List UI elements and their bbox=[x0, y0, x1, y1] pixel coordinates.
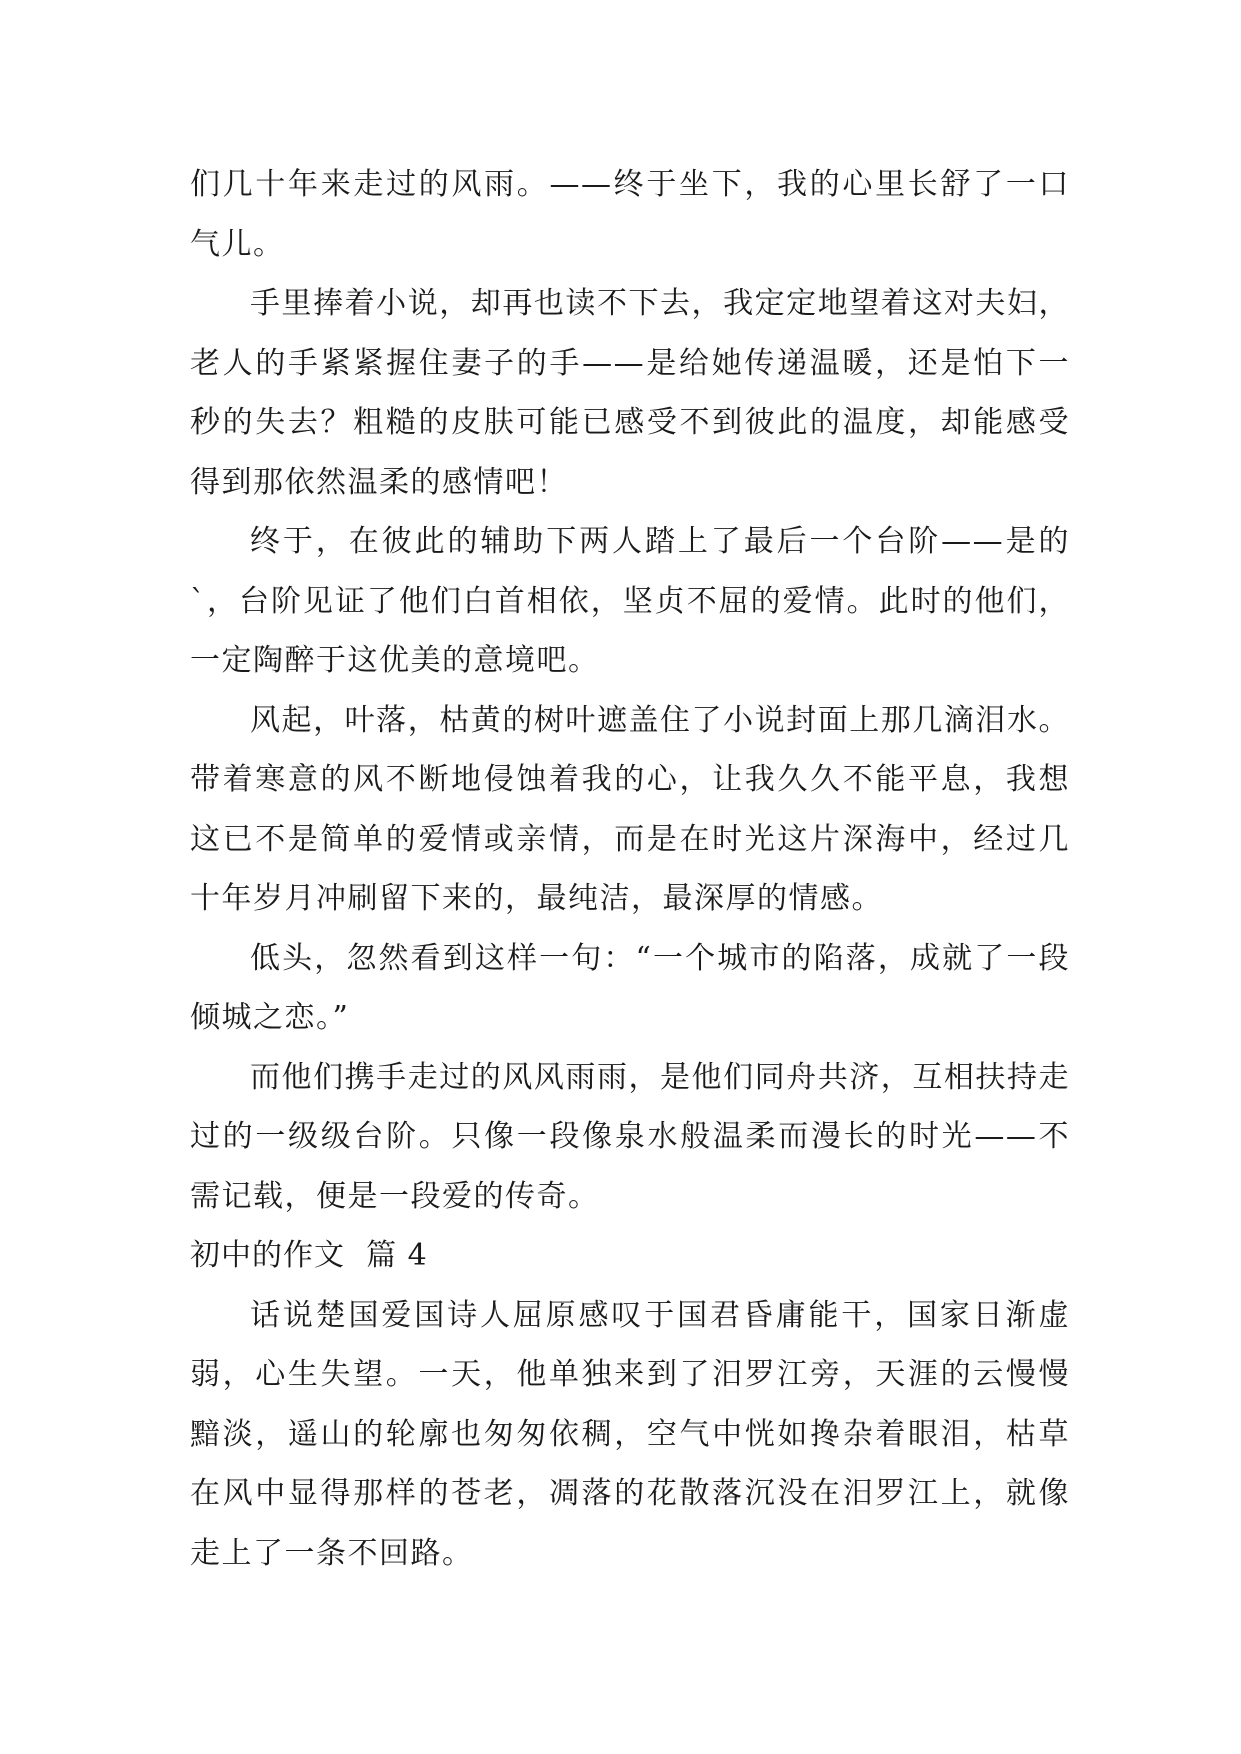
paragraph: 手里捧着小说，却再也读不下去，我定定地望着这对夫妇，老人的手紧紧握住妻子的手——是给她传递温暖，还是怕下一秒的失去？粗糙的皮肤可能已感受不到彼此的温度，却能感受得到那依然温柔的感情吧！ bbox=[190, 286, 1070, 500]
section-heading: 初中的作文 篇 4 bbox=[190, 1238, 428, 1273]
paragraph: 低头，忽然看到这样一句：“一个城市的陷落，成就了一段倾城之恋。” bbox=[190, 940, 1070, 1035]
paragraph: 话说楚国爱国诗人屈原感叹于国君昏庸能干，国家日渐虚弱，心生失望。一天，他单独来到了汨罗江旁，天涯的云慢慢黯淡，遥山的轮廓也匆匆依稠，空气中恍如搀杂着眼泪，枯草在风中显得那样的苍老，凋落的花散落沉没在汨罗江上，就像走上了一条不回路。 bbox=[190, 1297, 1070, 1571]
paragraph: 终于，在彼此的辅助下两人踏上了最后一个台阶——是的`，台阶见证了他们白首相依，坚贞不屈的爱情。此时的他们，一定陶醉于这优美的意境吧。 bbox=[190, 524, 1070, 678]
document-body bbox=[190, 155, 1070, 1583]
paragraph: 而他们携手走过的风风雨雨，是他们同舟共济，互相扶持走过的一级级台阶。只像一段像泉水般温柔而漫长的时光——不需记载，便是一段爱的传奇。 bbox=[190, 1059, 1070, 1214]
paragraph-continuation: 们几十年来走过的风雨。——终于坐下，我的心里长舒了一口气儿。 bbox=[190, 167, 1070, 262]
paragraph: 风起，叶落，枯黄的树叶遮盖住了小说封面上那几滴泪水。带着寒意的风不断地侵蚀着我的心，让我久久不能平息，我想这已不是简单的爱情或亲情，而是在时光这片深海中，经过几十年岁月冲刷留下来的，最纯洁，最深厚的情感。 bbox=[190, 702, 1070, 916]
